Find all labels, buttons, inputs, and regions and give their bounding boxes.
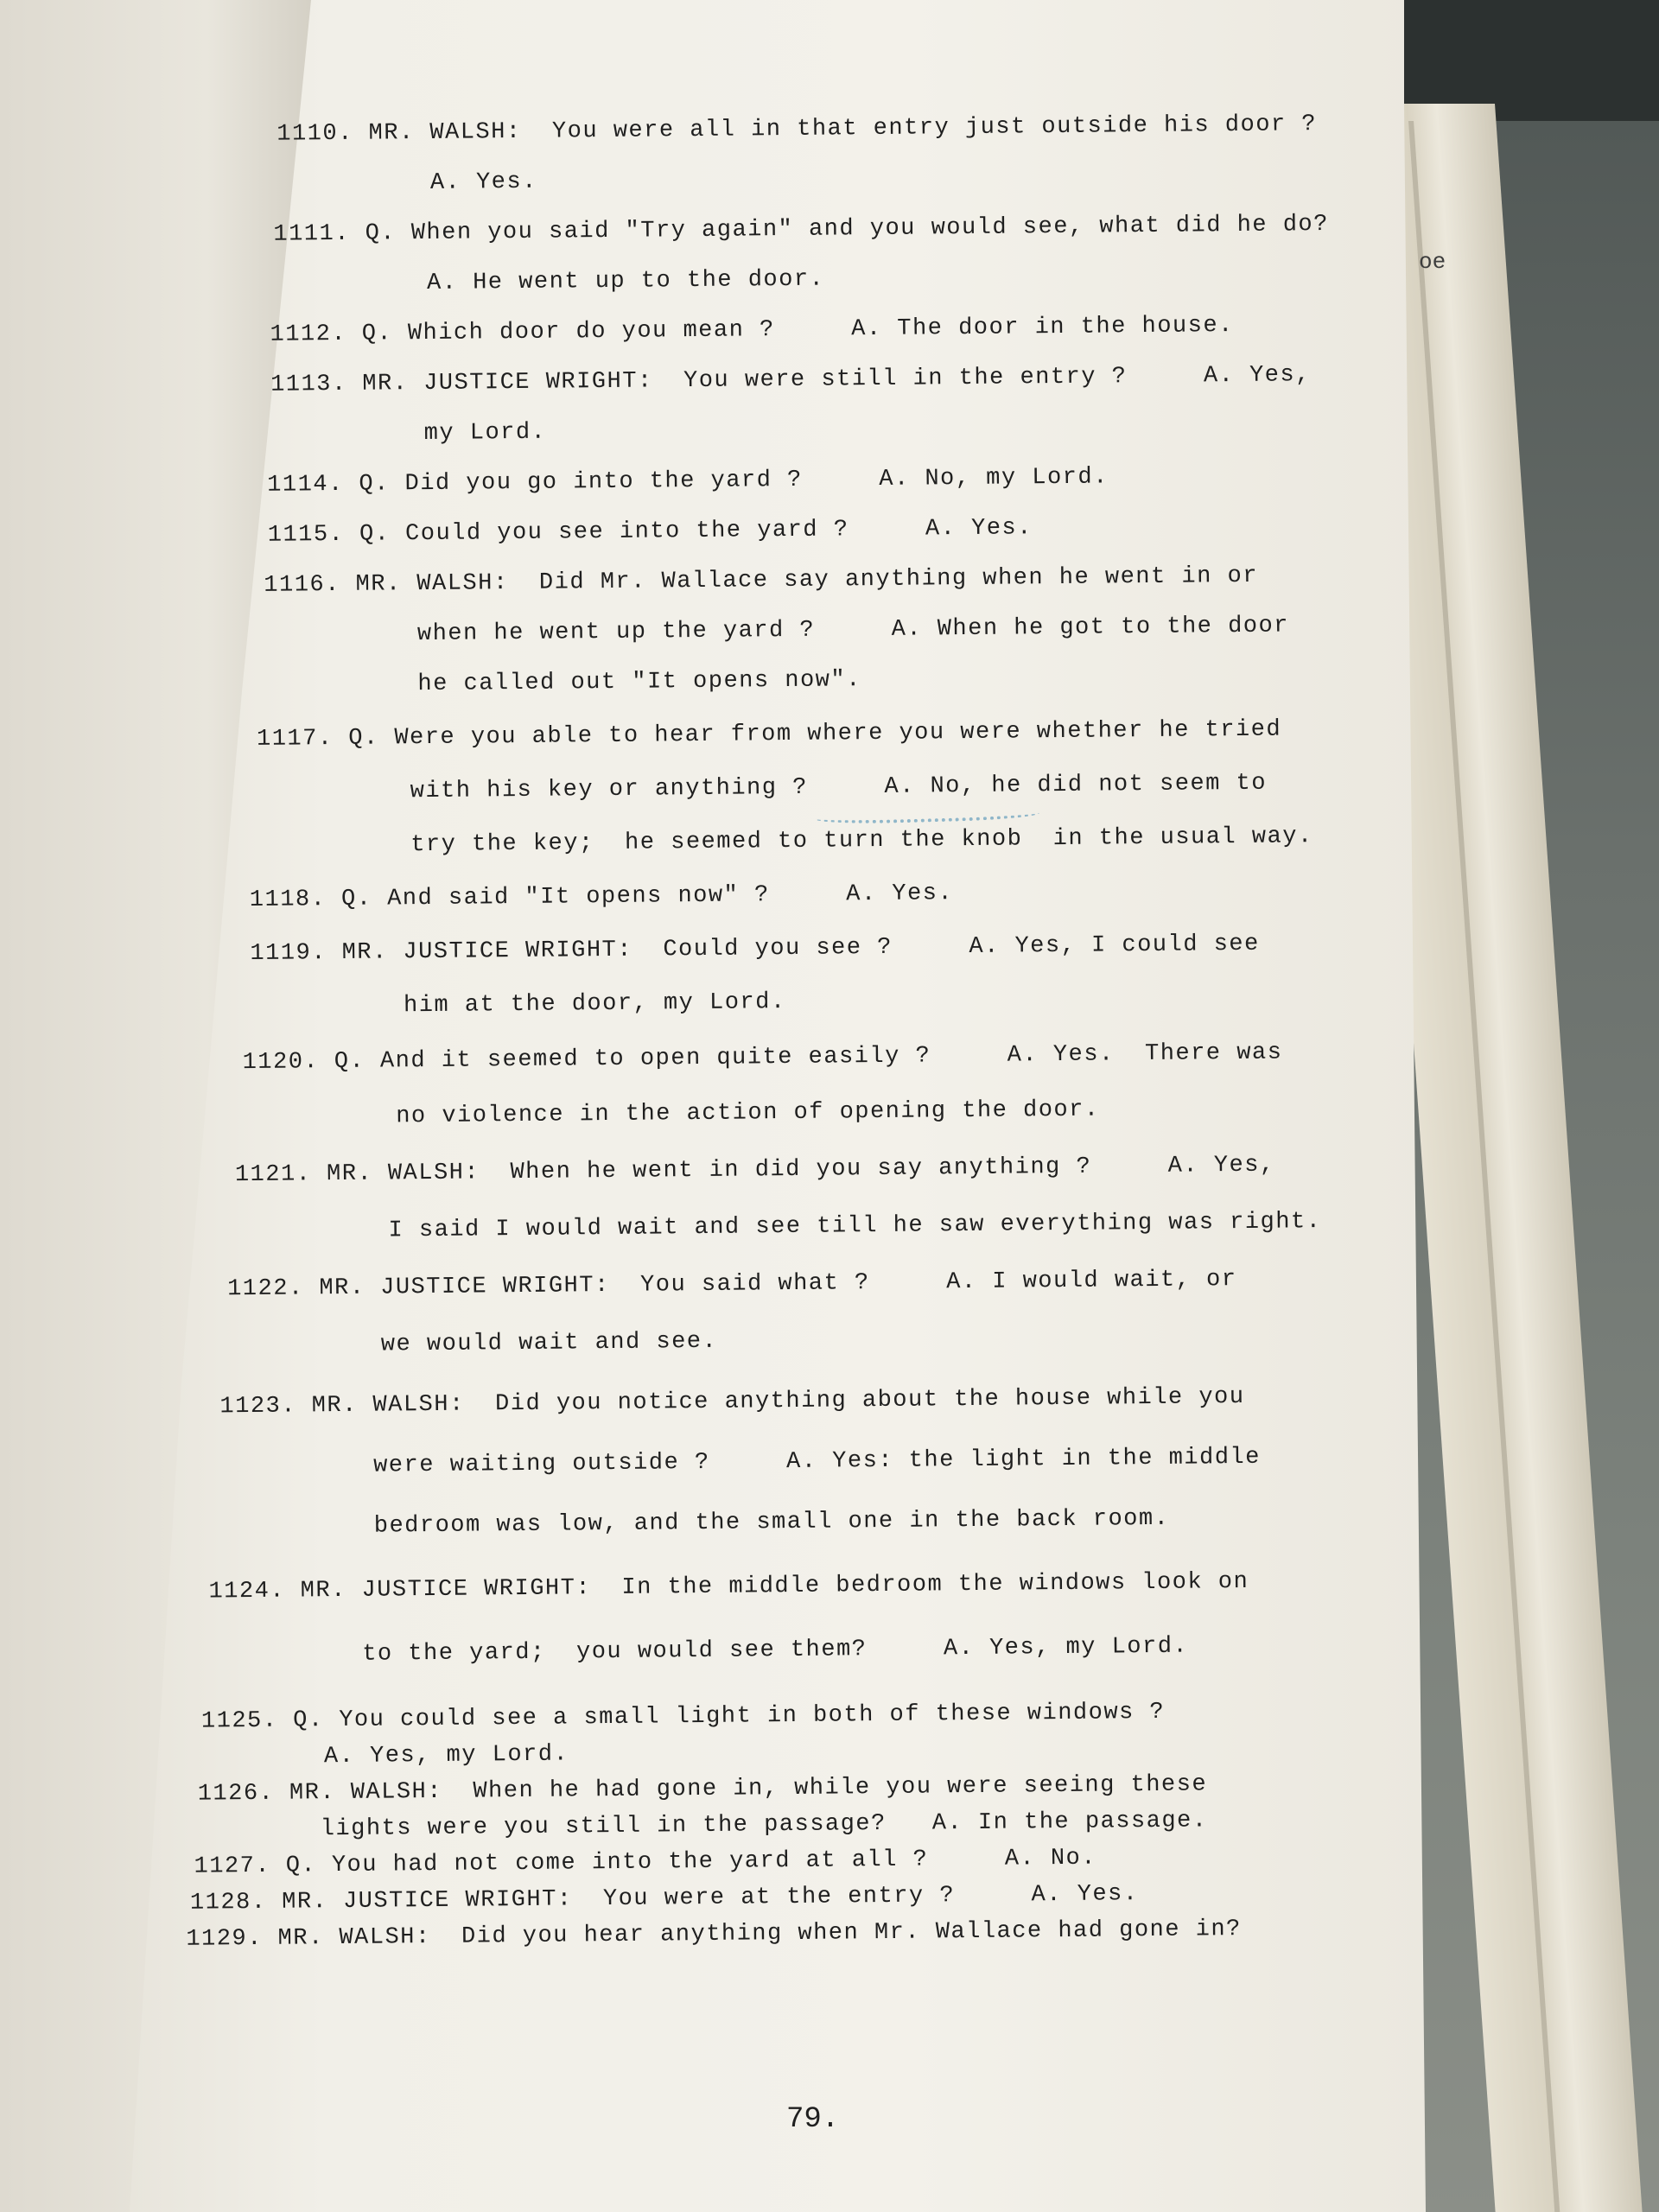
transcript-line: 1120. Q. And it seemed to open quite easily ? A. Yes. There was	[242, 1039, 1283, 1077]
transcript-line: bedroom was low, and the small one in the back room.	[220, 1505, 1170, 1541]
transcript-line: 1126. MR. WALSH: When he had gone in, while you were seeing these	[197, 1771, 1208, 1808]
transcript-line: 1128. MR. JUSTICE WRIGHT: You were at the entry ? A. Yes.	[189, 1881, 1139, 1916]
transcript-line: A. Yes.	[276, 168, 537, 198]
transcript-line: him at the door, my Lord.	[250, 989, 786, 1020]
transcript-line: 1124. MR. JUSTICE WRIGHT: In the middle bedroom the windows look on	[208, 1568, 1249, 1605]
transcript-line: we would wait and see.	[227, 1328, 718, 1360]
transcript-line: no violence in the action of opening the door.	[243, 1096, 1100, 1132]
transcript-line: 1110. MR. WALSH: You were all in that entry just outside his door ?	[276, 111, 1318, 148]
transcript-line: 1115. Q. Could you see into the yard ? A. Yes.	[267, 515, 1033, 549]
transcript-line: 1127. Q. You had not come into the yard at all ? A. No.	[194, 1845, 1097, 1880]
transcript-line: A. He went up to the door.	[273, 266, 825, 298]
transcript-line: 1117. Q. Were you able to hear from where you were whether he tried	[256, 716, 1282, 753]
transcript-line: I said I would wait and see till he saw everything was right.	[235, 1209, 1322, 1246]
transcript-line: 1112. Q. Which door do you mean ? A. The door in the house.	[270, 313, 1234, 348]
transcript-line: 1114. Q. Did you go into the yard ? A. No, my Lord.	[267, 464, 1109, 499]
transcript-line: 1125. Q. You could see a small light in both of these windows ?	[200, 1699, 1166, 1735]
transcript-line: 1122. MR. JUSTICE WRIGHT: You said what ? A. I would wait, or	[227, 1267, 1237, 1303]
transcript-line: 1121. MR. WALSH: When he went in did you say anything ? A. Yes,	[234, 1152, 1275, 1189]
transcript-line: A. Yes, my Lord.	[201, 1741, 569, 1771]
transcript-line: when he went up the yard ? A. When he got to the door	[264, 613, 1290, 649]
transcript-line: 1116. MR. WALSH: Did Mr. Wallace say anything when he went in or	[264, 563, 1259, 599]
transcript-line: he called out "It opens now".	[264, 667, 861, 699]
transcript-line: 1118. Q. And said "It opens now" ? A. Yes.	[249, 880, 954, 913]
page-number: 79.	[786, 2103, 840, 2136]
transcript-line: try the key; he seemed to turn the knob in the usual way.	[257, 823, 1313, 860]
transcript-line: 1119. MR. JUSTICE WRIGHT: Could you see ? A. Yes, I could see	[250, 931, 1260, 967]
transcript-line: 1129. MR. WALSH: Did you hear anything when Mr. Wallace had gone in?	[186, 1916, 1242, 1953]
transcript-line: to the yard; you would see them? A. Yes, my Lord.	[209, 1633, 1189, 1669]
transcript-line: were waiting outside ? A. Yes: the light in the middle	[220, 1444, 1262, 1481]
side-fragment-text: oe	[1419, 249, 1446, 275]
transcript-line: with his key or anything ? A. No, he did not seem to	[257, 770, 1268, 806]
transcript-line: 1113. MR. JUSTICE WRIGHT: You were still in the entry ? A. Yes,	[270, 362, 1312, 398]
transcript-line: my Lord.	[270, 419, 547, 448]
transcript-line: 1111. Q. When you said "Try again" and you would see, what did he do?	[273, 211, 1330, 248]
transcript-line: 1123. MR. WALSH: Did you notice anything about the house while you	[219, 1383, 1245, 1421]
transcript-line: lights were you still in the passage? A. In the passage.	[198, 1808, 1208, 1844]
